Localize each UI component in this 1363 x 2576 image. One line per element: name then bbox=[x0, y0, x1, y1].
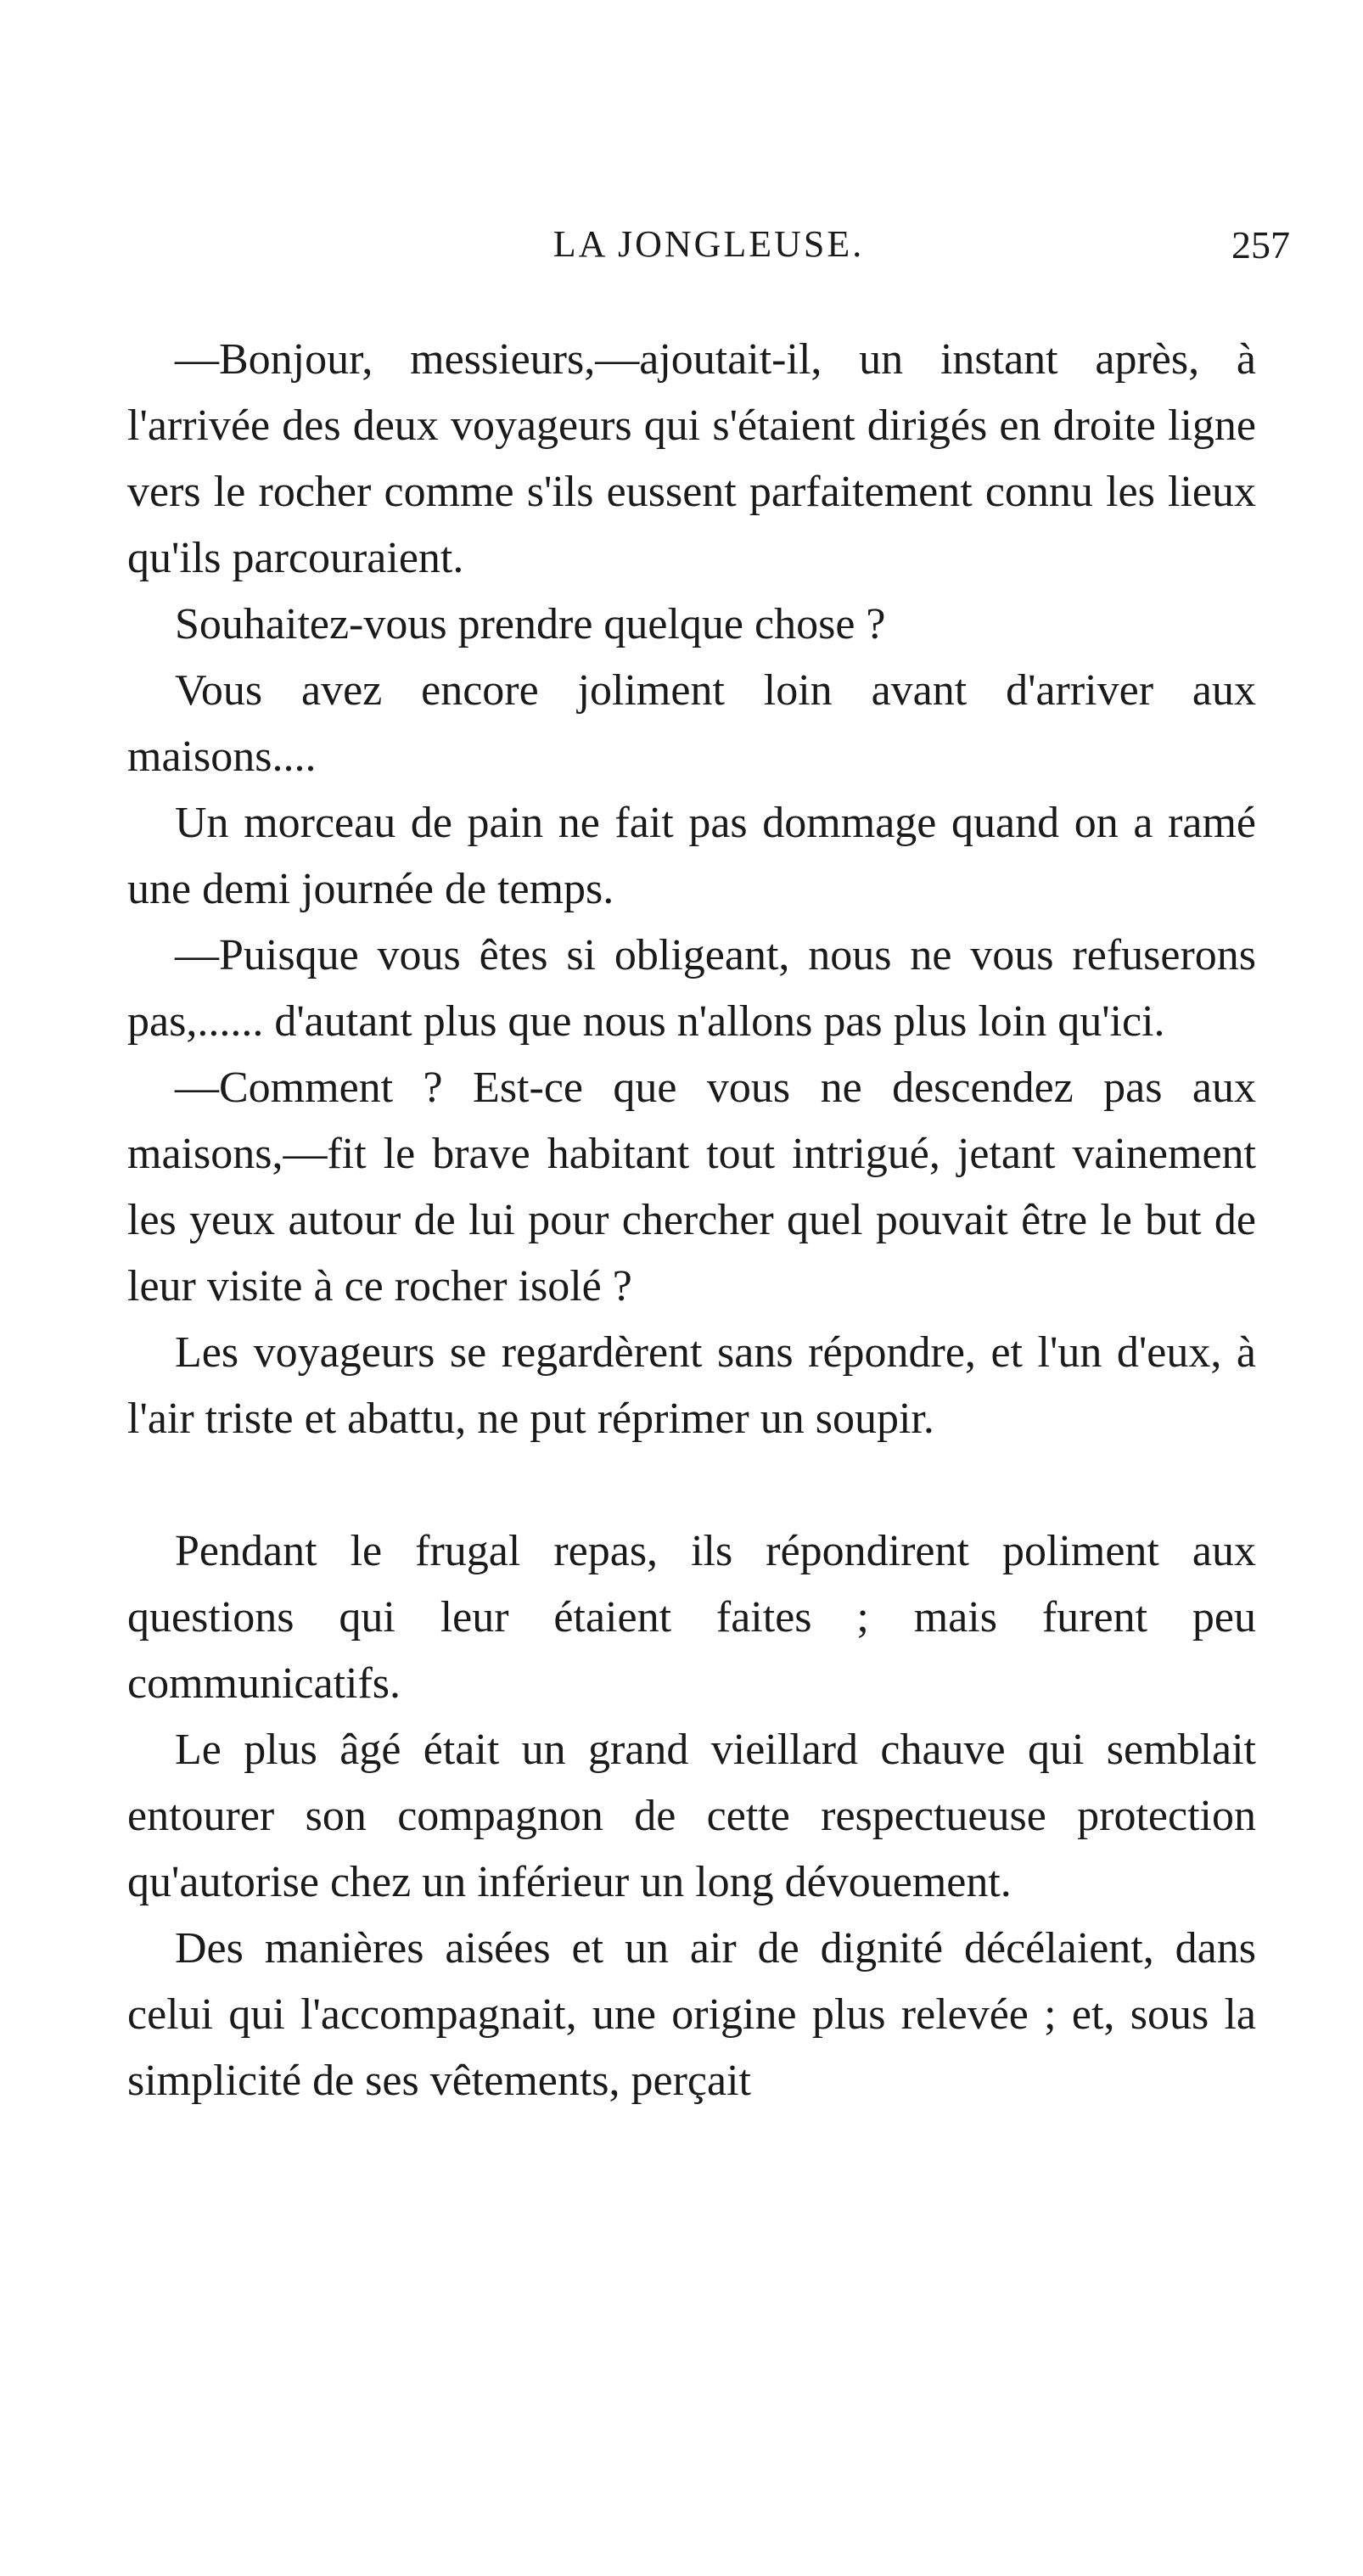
paragraph: —Puisque vous êtes si obligeant, nous ne vous refuserons pas,...... d'autant plus que nous n'allons pas plus loin qu'ici. bbox=[127, 931, 1256, 1046]
paragraph: Vous avez encore joliment loin avant d'arriver aux maisons.... bbox=[127, 666, 1256, 781]
page-header bbox=[127, 222, 1290, 273]
running-title: LA JONGLEUSE. bbox=[552, 223, 865, 265]
body-text bbox=[127, 327, 1256, 2114]
paragraph: —Bonjour, messieurs,—ajoutait-il, un instant après, à l'arrivée des deux voyageurs qui s'étaient dirigés en droite ligne vers le rocher comme s'ils eussent parfaitement connu les lieux qu'ils parcouraient. bbox=[127, 335, 1256, 582]
paragraph: Les voyageurs se regardèrent sans répondre, et l'un d'eux, à l'air triste et abattu, ne put réprimer un soupir. bbox=[127, 1328, 1256, 1443]
paragraph: Souhaitez-vous prendre quelque chose ? bbox=[175, 600, 886, 648]
paragraph: —Comment ? Est-ce que vous ne descendez pas aux maisons,—fit le brave habitant tout intrigué, jetant vainement les yeux autour de lui pour chercher quel pouvait être le but de leur visite à ce rocher isolé ? bbox=[127, 1064, 1256, 1310]
paragraph: Un morceau de pain ne fait pas dommage quand on a ramé une demi journée de temps. bbox=[127, 799, 1256, 913]
paragraph: Pendant le frugal repas, ils répondirent poliment aux questions qui leur étaient faites ; mais furent peu communicatifs. bbox=[127, 1527, 1256, 1708]
paragraph: Des manières aisées et un air de dignité décélaient, dans celui qui l'accompagnait, une origine plus relevée ; et, sous la simplicité de ses vêtements, perçait bbox=[127, 1924, 1256, 2105]
page-number: 257 bbox=[1231, 223, 1290, 267]
paragraph: Le plus âgé était un grand vieillard chauve qui semblait entourer son compagnon de cette respectueuse protection qu'autorise chez un inférieur un long dévouement. bbox=[127, 1726, 1256, 1906]
section-break bbox=[127, 1452, 1256, 1518]
